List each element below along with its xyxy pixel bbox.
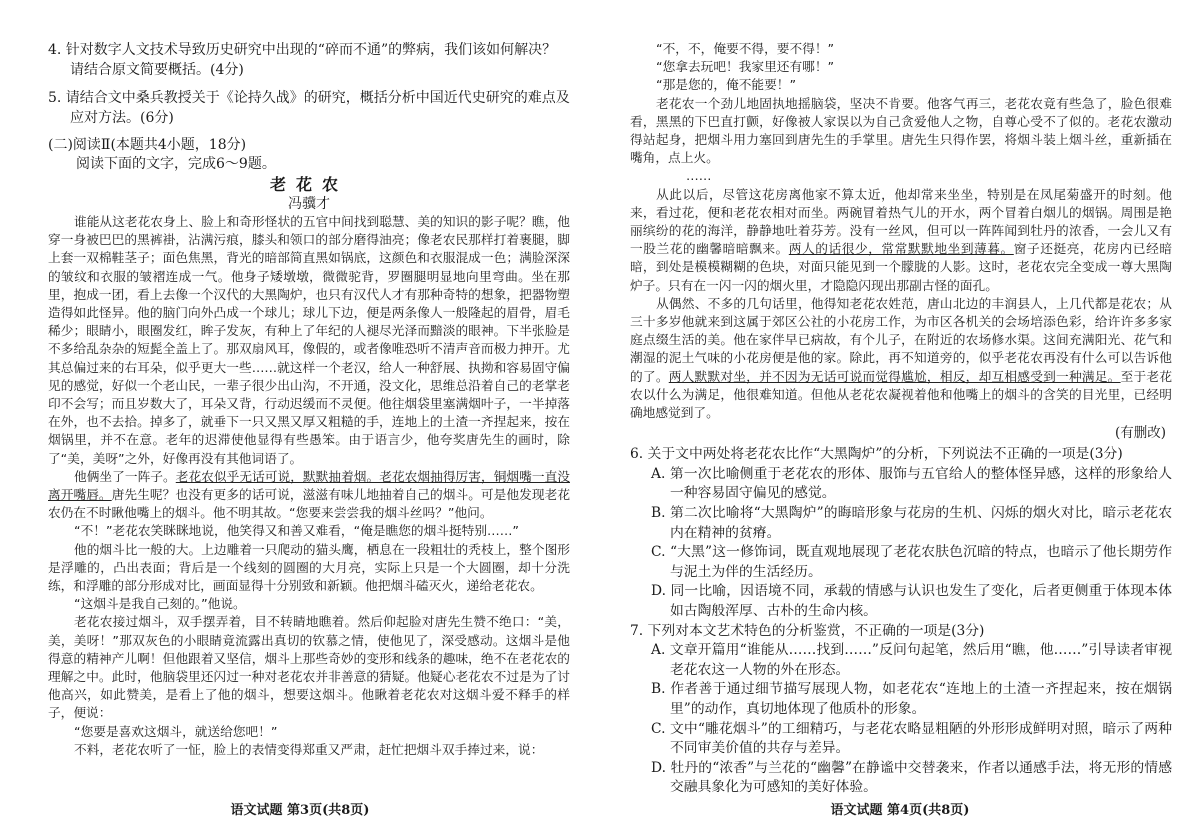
paragraph [630,186,1172,295]
article-title: 老花农 [269,175,348,194]
page-footer: 语文试题 第4页(共8页) [830,803,970,818]
paragraph [48,468,570,523]
question-7 [630,622,1172,798]
underlined-text: 两人的话很少，常常默默地坐到薄暮。 [788,241,1014,257]
question-5: 5. 请结合文中桑兵教授关于《论持久战》的研究，概括分析中国近代史研究的难点及应对方法。(6分) [48,90,570,126]
question-6 [630,445,1172,621]
ellipsis: …… [686,168,712,184]
question-stem: 7. 下列对本文艺术特色的分析鉴赏，不正确的一项是(3分) [630,622,985,639]
paragraph: 他的烟斗比一般的大。上边雕着一只爬动的猫头鹰，栖息在一段粗壮的秃枝上，整个图形是浮雕的，凸出表面；背后是一个线刻的圆圈的大月亮，实际上只是一个大圆圈，却十分洗练，和浮雕的部分形成对比，画面显得十分别致和新颖。他把烟斗磕灭火，递给老花农。 [48,541,570,594]
option-b: B. 第二次比喻将“大黑陶炉”的晦暗形象与花房的生机、闪烁的烟火对比，暗示老花农内在精神的贫瘠。 [651,505,1172,541]
option-c: C. 文中“雕花烟斗”的工细精巧，与老花农略显粗陋的外形形成鲜明对照，暗示了两种不同审美价值的共存与差异。 [651,720,1172,757]
option-a: A. 文章开篇用“谁能从……找到……”反问句起笔，然后用“瞧，他……”引导读者审视老花农这一人物的外在形态。 [651,642,1172,678]
paragraph: “不，不，俺要不得，要不得！” [656,41,835,56]
section-heading: (二)阅读Ⅱ(本题共4小题，18分) [48,137,247,153]
paragraph: 老花农接过烟斗，双手摆弄着，目不转睛地瞧着。然后仰起脸对唐先生赞不绝口：“美，美，美呀！”那双灰色的小眼睛竟流露出真切的钦慕之情，使他见了，深受感动。这烟斗是他得意的精神产儿啊！但他跟着又坚信，烟斗上那些奇妙的变形和线条的趣味，绝不在老花农的理解之中。此时，他脑袋里还闪过一种对老花农并非善意的猜疑。他疑心老花农不过是为了讨他高兴，如此赞美，是看上了他的烟斗，想要这烟斗。他瞅着老花农对这烟斗爱不释手的样子，便说： [48,614,570,721]
paragraph: “您拿去玩吧！我家里还有哪！” [656,59,835,75]
underlined-text: 两人默默对坐，并不因为无话可说而觉得尴尬，相反，却互相感受到一种满足。 [668,368,1121,384]
reading-instruction: 阅读下面的文字，完成6～9题。 [76,156,276,172]
option-d: D. 同一比喻，因语境不同，承载的情感与认识也发生了变化，后者更侧重于体现本体如古陶般浑厚、古朴的生命内核。 [651,583,1172,620]
paragraph [630,295,1172,422]
text-run: 至于老花农以什么为满足，他很难知道。但他从老花农凝视着他和他嘴上的烟斗的含笑的目光里，已经明确地感觉到了。 [630,368,1173,421]
text-run: 从此以后，尽管这花房离他家不算太近，他却常来坐坐，特别是在凤尾菊盛开的时刻。他来，看过花，便和老花农相对而坐。两碗冒着热气儿的开水，两个冒着白烟儿的烟锅。周围是艳丽缤纷的花的海洋，静静地吐着芬芳。没有一丝风，但可以一阵阵闻到牡丹的浓香，一会儿又有一股兰花的幽馨暗暗飘来。 [630,186,1172,257]
paragraph: “这烟斗是我自己刻的。”他说。 [74,596,246,612]
text-run: 唐先生呢？也没有更多的话可说，滋滋有味儿地抽着自己的烟斗。可是他发现老花农仍在不时瞅他嘴上的烟斗。他不明其故。“您要来尝尝我的烟斗丝吗？”他问。 [48,487,571,521]
paragraph: “不！”老花农笑眯眯地说，他笑得又和善又难看，“俺是瞧您的烟斗挺特别……” [74,523,519,539]
page-footer: 语文试题 第3页(共8页) [230,803,370,818]
option-b: B. 作者善于通过细节描写展现人物，如老花农“连地上的土渣一齐捏起来，按在烟锅里”的动作，真切地体现了他质朴的形象。 [651,681,1172,717]
text-run: 他俩坐了一阵子。 [74,468,176,484]
paragraph: 不料，老花农听了一怔，脸上的表情变得郑重又严肃，赶忙把烟斗双手捧过来，说： [74,741,544,757]
paragraph: “那是您的，俺不能要！” [656,77,797,93]
edit-note: (有删改) [1114,425,1166,442]
text-run: 窗子还挺亮，花房内已经暗暗，到处是模模糊糊的色块，对面只能见到一个朦胧的人影。这时，老花农完全变成一尊大黑陶炉子。只有在一闪一闪的烟火里，才隐隐闪现出那副古怪的面孔。 [630,241,1173,293]
option-a: A. 第一次比喻侧重于老花农的形体、服饰与五官给人的整体怪异感，这样的形象给人一种容易固守偏见的感觉。 [651,465,1172,502]
article-author: 冯骥才 [288,196,330,212]
option-d: D. 牡丹的“浓香”与兰花的“幽馨”在静谧中交替袭来，作者以通感手法，将无形的情感交融具象化为可感知的美好体验。 [651,759,1172,796]
option-c: C. “大黑”这一修饰词，既直观地展现了老花农肤色沉暗的特点，也暗示了他长期劳作与泥土为伴的生活经历。 [651,544,1172,580]
text-run: 从偶然、不多的几句话里，他得知老花农姓范，唐山北边的丰润县人，上几代都是花农；从三十多岁他就来到这属于郊区公社的小花房工作，为市区各机关的会场培添色彩，给许许多多家庭点缀生活的美。他在家伴早已病故，有个儿子，在附近的农场修水渠。这间充满阳光、花气和潮湿的泥土气味的小花房便是他的家。除此，再不知道旁的，似乎老花农再没有什么可以告诉他的了。 [630,295,1172,384]
page-4 [600,0,1200,832]
question-4: 4. 针对数字人文技术导致历史研究中出现的“碎而不通”的弊病，我们该如何解决？请结合原文简要概括。(4分) [48,42,557,78]
paragraph: 老花农一个劲儿地固执地摇脑袋，坚决不肯要。他客气再三，老花农竟有些急了，脸色很难看，黑黑的下巴直打颤，好像被人家误以为自己贪爱他人之物，自尊心受不了似的。老花农激动得站起身，把烟斗用力塞回到唐先生的手掌里。唐先生只得作罢，将烟斗装上烟斗丝，重新插在嘴角，点上火。 [630,95,1172,166]
underlined-text: 老花农似乎无话可说，默默抽着烟。老花农烟抽得厉害，铜烟嘴一直没离开嘴唇。 [48,468,570,503]
question-stem: 6. 关于文中两处将老花农比作“大黑陶炉”的分析，下列说法不正确的一项是(3分) [630,446,1123,463]
paragraph: “您要是喜欢这烟斗，就送给您吧！” [74,723,278,739]
paragraph: 谁能从这老花农身上、脸上和奇形怪状的五官中间找到聪慧、美的知识的影子呢？瞧，他穿一身被巴巴的黑裤褂，沾满污痕，膝头和领口的部分磨得油亮；像老农民那样打着裹腿，脚上套一双棉鞋茎子；面色焦黑，背光的暗部简直黑如锅底，这颜色和衣服混成一色；满脸深深的皱纹和衣服的皱褶连成一气。他身子矮墩墩，微微驼背，罗圈腿明显地向里弯曲。坐在那里，抱成一团，看上去像一个汉代的大黑陶炉，也只有汉代人才有那种奇特的想象，把器物塑造得如此怪异。他的脑门向外凸成一个球儿；球儿下边，便是两条像人一般隆起的眉骨，眉毛稀少；眼睛小，眼圈发红，眸子发灰，有种上了年纪的人褪尽光泽而黯淡的眼神。下半张脸是不多给乱杂杂的短髭全盖上了。那双扇风耳，像假的，或者像唯恐听不清声音而极力抻开。尤其总偏过来的右耳朵，似乎更大一些……就这样一个老汉，给人一种舒展、执拗和容易固守偏见的感觉，好似一个老山民，一辈子很少出山沟，不开通，没文化，思维总沿着自己的老掌老印不会写；而且岁数大了，耳朵又背，行动迟缓而不灵便。他往烟袋里塞满烟叶子，一半掉落在外，也不去拾。掉多了，就垂下一只又黑又厚又粗糙的手，连地上的土渣一齐捏起来，按在烟锅里，并不在意。老年的迟滞使他显得有些愚笨。由于语言少，他夸奖唐先生的画时，除了“美，美呀”之外，好像再没有其他词语了。 [48,214,570,466]
